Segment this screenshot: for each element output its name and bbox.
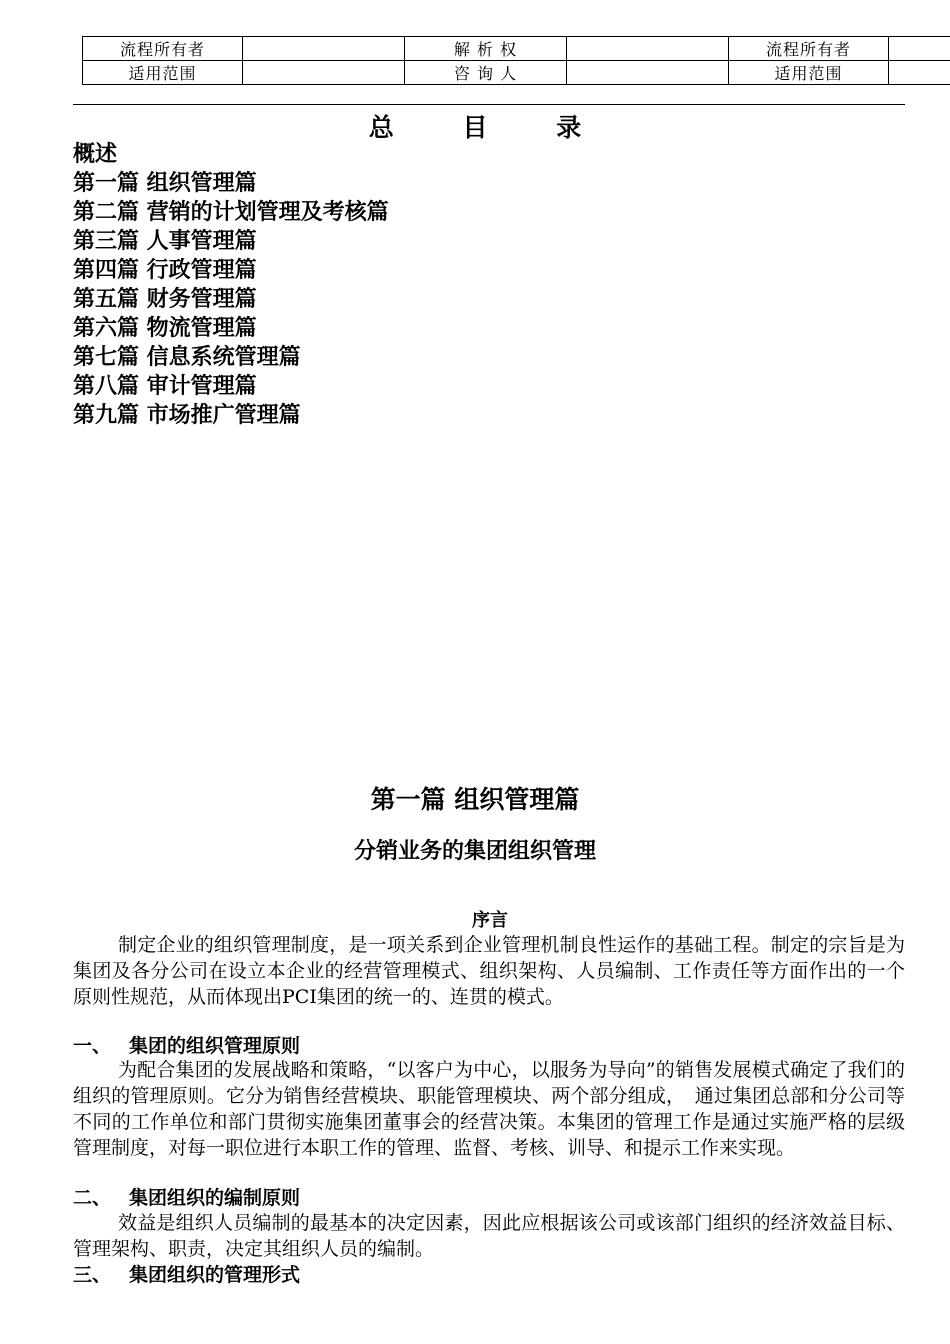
header-cell-scope-label-2: 适用范围: [729, 61, 889, 85]
header-cell-owner-value: [243, 37, 405, 61]
toc-title: 总 目 录: [368, 113, 612, 142]
section-2-title: 集团组织的编制原则: [129, 1187, 301, 1209]
toc-item-part-5[interactable]: 第五篇 财务管理篇: [73, 287, 257, 312]
toc-item-part-8[interactable]: 第八篇 审计管理篇: [73, 374, 257, 399]
section-1-number: 一、: [73, 1035, 112, 1057]
section-2-heading: [73, 1185, 300, 1211]
header-cell-scope-value: [243, 61, 405, 85]
toc-item-part-6[interactable]: 第六篇 物流管理篇: [73, 316, 257, 341]
header-row-owner: [83, 37, 950, 61]
section-3-title: 集团组织的管理形式: [129, 1264, 301, 1286]
header-cell-scope-label: 适用范围: [83, 61, 243, 85]
section-2-paragraph: 效益是组织人员编制的最基本的决定因素，因此应根据该公司或该部门组织的经济效益目标、管理架构、职责，决定其组织人员的编制。: [73, 1212, 905, 1260]
header-cell-consultant-value: [567, 61, 729, 85]
toc-item-part-9[interactable]: 第九篇 市场推广管理篇: [73, 403, 301, 428]
toc-list: [73, 140, 389, 430]
preface-paragraph: 制定企业的组织管理制度，是一项关系到企业管理机制良性运作的基础工程。制定的宗旨是为集团及各分公司在设立本企业的经营管理模式、组织架构、人员编制、工作责任等方面作出的一个原则性规范，从而体现出PCI集团的统一的、连贯的模式。: [73, 934, 905, 1008]
header-cell-owner-value-2: [889, 37, 950, 61]
header-cell-scope-value-2: [889, 61, 950, 85]
header-cell-owner-label: 流程所有者: [83, 37, 243, 61]
toc-item-overview[interactable]: 概述: [73, 142, 118, 167]
toc-item-part-4[interactable]: 第四篇 行政管理篇: [73, 258, 257, 283]
header-divider: [73, 104, 905, 105]
part-title: 第一篇 组织管理篇: [370, 785, 580, 814]
section-1-paragraph: 为配合集团的发展战略和策略，“以客户为中心，以服务为导向”的销售发展模式确定了我们的组织的管理原则。它分为销售经营模块、职能管理模块、两个部分组成， 通过集团总部和分公司等不同的工作单位和部门贯彻实施集团董事会的经营决策。本集团的管理工作是通过实施严格的层级管理制度，对每一职位进行本职工作的管理、监督、考核、训导、和提示工作来实现。: [73, 1059, 905, 1159]
section-3-number: 三、: [73, 1264, 112, 1286]
document-header-table: [82, 36, 950, 85]
header-row-scope: [83, 61, 950, 85]
section-1-title: 集团的组织管理原则: [129, 1035, 301, 1057]
header-cell-owner-label-2: 流程所有者: [729, 37, 889, 61]
toc-item-part-2[interactable]: 第二篇 营销的计划管理及考核篇: [73, 200, 389, 225]
preface-title: 序言: [472, 910, 508, 931]
part-subtitle: 分销业务的集团组织管理: [353, 839, 596, 864]
section-2-number: 二、: [73, 1187, 112, 1209]
header-cell-consultant-label: 咨 询 人: [405, 61, 567, 85]
toc-item-part-3[interactable]: 第三篇 人事管理篇: [73, 229, 257, 254]
toc-item-part-1[interactable]: 第一篇 组织管理篇: [73, 171, 257, 196]
section-3-heading: [73, 1262, 300, 1288]
header-cell-interpretation-value: [567, 37, 729, 61]
header-cell-interpretation-label: 解 析 权: [405, 37, 567, 61]
section-1-heading: [73, 1033, 300, 1059]
toc-item-part-7[interactable]: 第七篇 信息系统管理篇: [73, 345, 301, 370]
